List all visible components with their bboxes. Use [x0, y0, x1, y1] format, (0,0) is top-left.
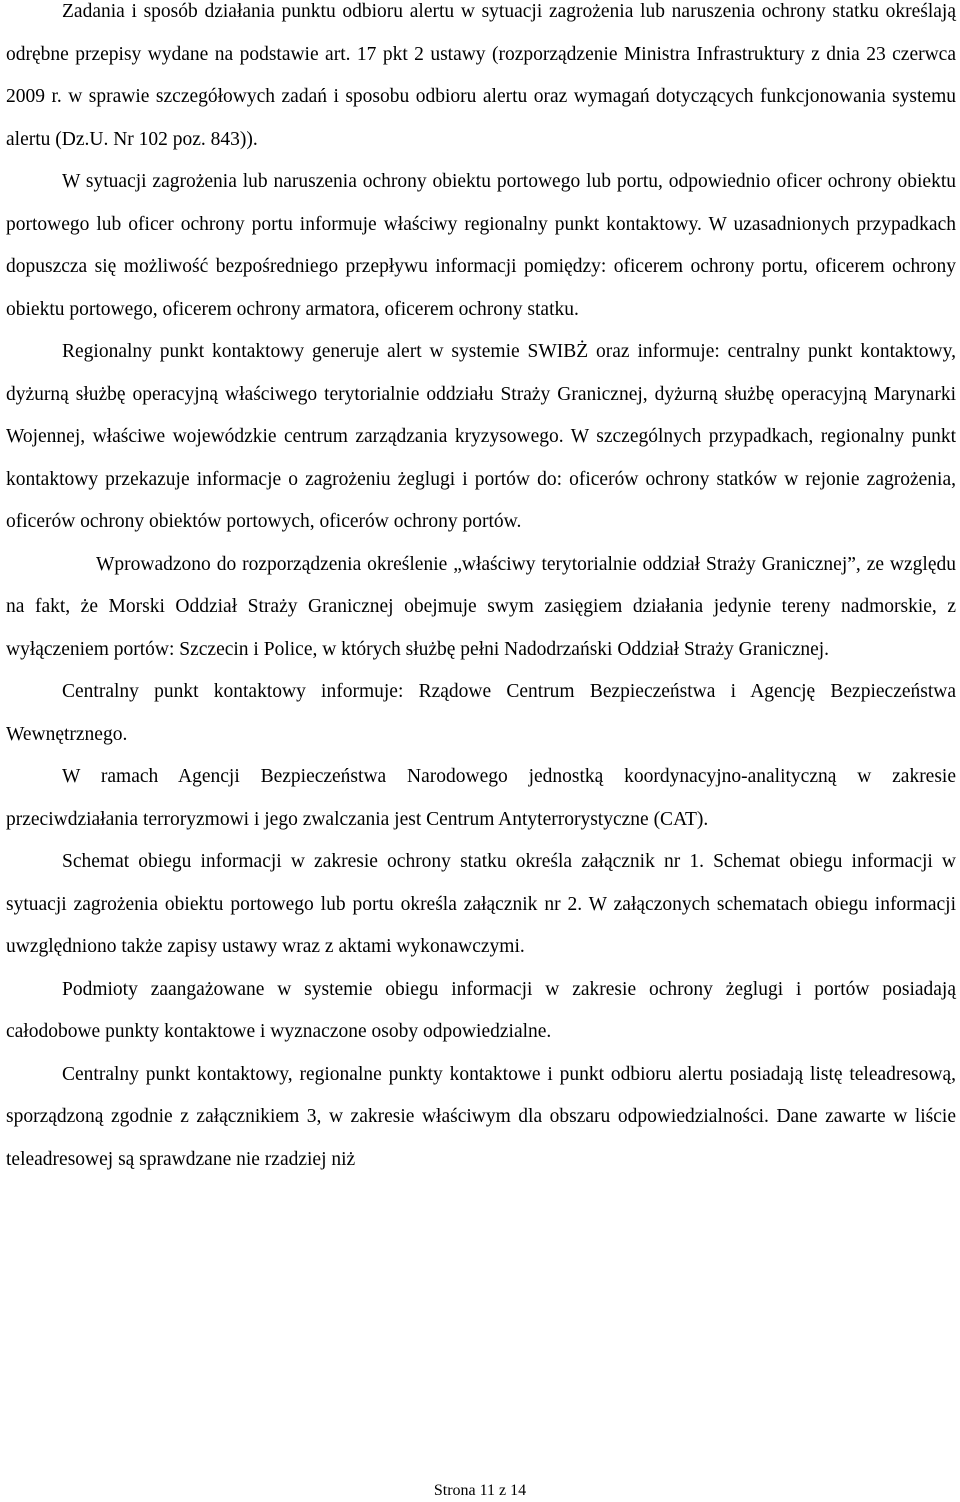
document-page [6, 0, 956, 1181]
paragraph-border-guard: Wprowadzono do rozporządzenia określenie „właściwy terytorialnie oddział Straży Granicznej”, ze względu na fakt, że Morski Oddział Straży Granicznej obejmuje swym zasięgiem działania jedynie tereny nadmorskie, z wyłączeniem portów: Szczecin i Police, w których służbę pełni Nadodrzański Oddział Straży Granicznej. [6, 553, 956, 660]
paragraph-alert-regulation: Zadania i sposób działania punktu odbioru alertu w sytuacji zagrożenia lub naruszenia ochrony statku określają odrębne przepisy wydane na podstawie art. 17 pkt 2 ustawy (rozporządzenie Ministra Infrastruktury z dnia 23 czerwca 2009 r. w sprawie szczegółowych zadań i sposobu odbioru alertu oraz wymagań dotyczących funkcjonowania systemu alertu (Dz.U. Nr 102 poz. 843)). [6, 1, 956, 150]
paragraph-cat: W ramach Agencji Bezpieczeństwa Narodowego jednostką koordynacyjno-analityczną w zakresie przeciwdziałania terroryzmowi i jego zwalczania jest Centrum Antyterrorystyczne (CAT). [6, 766, 956, 830]
paragraph-contact-points: Podmioty zaangażowane w systemie obiegu informacji w zakresie ochrony żeglugi i portów posiadają całodobowe punkty kontaktowe i wyznaczone osoby odpowiedzialne. [6, 978, 956, 1042]
paragraph-schemes: Schemat obiegu informacji w zakresie ochrony statku określa załącznik nr 1. Schemat obiegu informacji w sytuacji zagrożenia obiektu portowego lub portu określa załącznik nr 2. W załączonych schematach obiegu informacji uwzględniono także zapisy ustawy wraz z aktami wykonawczymi. [6, 851, 956, 957]
paragraph-port-threat: W sytuacji zagrożenia lub naruszenia ochrony obiektu portowego lub portu, odpowiednio oficer ochrony obiektu portowego lub oficer ochrony portu informuje właściwy regionalny punkt kontaktowy. W uzasadnionych przypadkach dopuszcza się możliwość bezpośredniego przepływu informacji pomiędzy: oficerem ochrony portu, oficerem ochrony obiektu portowego, oficerem ochrony armatora, oficerem ochrony statku. [6, 171, 956, 320]
page-number: Strona 11 z 14 [433, 1482, 527, 1499]
paragraph-address-list: Centralny punkt kontaktowy, regionalne punkty kontaktowe i punkt odbioru alertu posiadają listę teleadresową, sporządzoną zgodnie z załącznikiem 3, w zakresie właściwym dla obszaru odpowiedzialności. Dane zawarte w liście teleadresowej są sprawdzane nie rzadziej niż [6, 1063, 956, 1170]
paragraph-regional-contact: Regionalny punkt kontaktowy generuje alert w systemie SWIBŻ oraz informuje: centralny punkt kontaktowy, dyżurną służbę operacyjną właściwego terytorialnie oddziału Straży Granicznej, dyżurną służbę operacyjną Marynarki Wojennej, właściwe wojewódzkie centrum zarządzania kryzysowego. W szczególnych przypadkach, regionalny punkt kontaktowy przekazuje informacje o zagrożeniu żeglugi i portów do: oficerów ochrony statków w rejonie zagrożenia, oficerów ochrony obiektów portowych, oficerów ochrony portów. [6, 341, 956, 532]
paragraph-central-contact: Centralny punkt kontaktowy informuje: Rządowe Centrum Bezpieczeństwa i Agencję Bezpieczeństwa Wewnętrznego. [6, 681, 956, 745]
